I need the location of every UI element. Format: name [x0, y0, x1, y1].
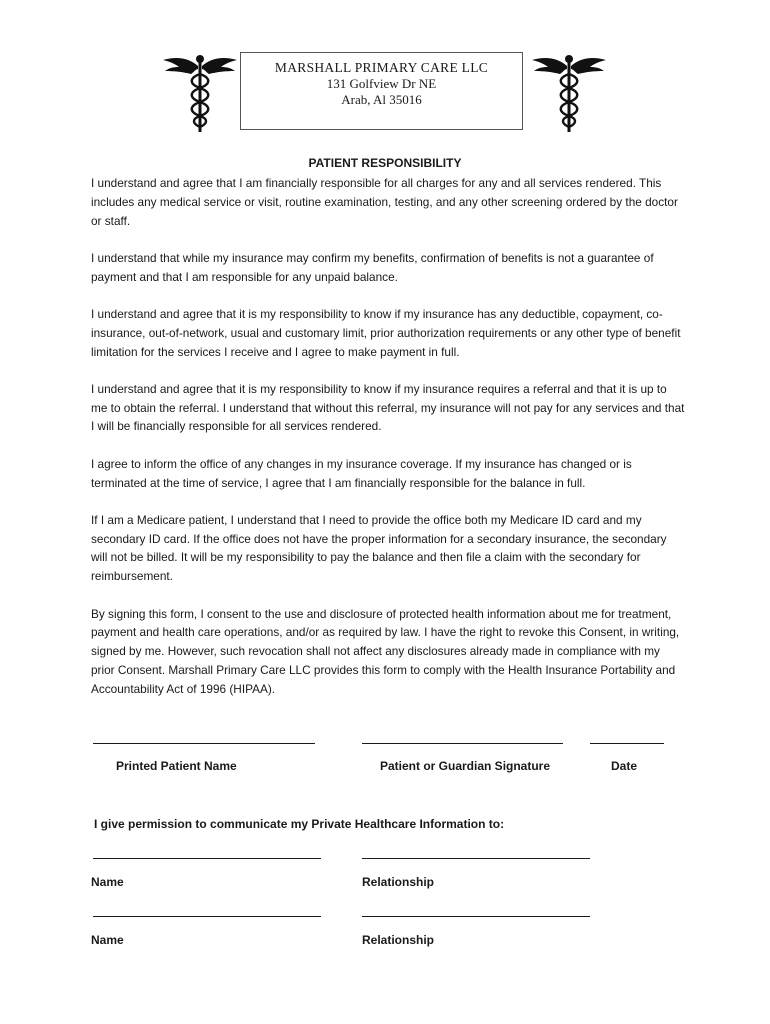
- paragraph-hipaa-consent: By signing this form, I consent to the use and disclosure of protected health information about me for treatment, payment and health care operations, and/or as required by law. I have the right to revoke this Consent, in writing, signed by me. However, such revocation shall not affect any disclosures already made in compliance with my prior Consent. Marshall Primary Care LLC provides this form to comply with the Health Insurance Portability and Accountability Act of 1996 (HIPAA).: [91, 606, 680, 696]
- paragraph-coverage-changes: I agree to inform the office of any changes in my insurance coverage. If my insurance has changed or is terminated at the time of service, I agree that I am financially responsible for the balance in full.: [91, 456, 632, 490]
- practice-header-box: [240, 52, 523, 130]
- permission-relationship-label: Relationship: [362, 875, 435, 889]
- permission-relationship-line[interactable]: [362, 916, 590, 917]
- document-title: PATIENT RESPONSIBILITY: [308, 156, 462, 170]
- printed-name-line[interactable]: [93, 743, 315, 744]
- practice-address-line1: 131 Golfview Dr NE: [326, 76, 437, 91]
- document-body: [91, 174, 685, 717]
- paragraph-benefit-limitations: I understand and agree that it is my responsibility to know if my insurance has any deductible, copayment, co-insurance, out-of-network, usual and customary limit, prior authorization requirements or any other type of benefit limitation for the services I receive and I agree to make payment in full.: [91, 306, 681, 359]
- permission-name-line[interactable]: [93, 916, 321, 917]
- practice-address-line2: Arab, Al 35016: [341, 92, 422, 107]
- permission-name-label: Name: [91, 875, 124, 889]
- permission-relationship-line[interactable]: [362, 858, 590, 859]
- permission-name-line[interactable]: [93, 858, 321, 859]
- permission-statement: I give permission to communicate my Private Healthcare Information to:: [94, 817, 505, 831]
- practice-name: MARSHALL PRIMARY CARE LLC: [274, 60, 489, 75]
- permission-name-label: Name: [91, 933, 124, 947]
- signature-label: Patient or Guardian Signature: [380, 759, 551, 773]
- paragraph-benefits-confirmation: I understand that while my insurance may confirm my benefits, confirmation of benefits is not a guarantee of payment and that I am responsible for any unpaid balance.: [91, 250, 654, 284]
- date-label: Date: [611, 759, 638, 773]
- paragraph-financial-responsibility: I understand and agree that I am financially responsible for all charges for any and all services rendered. This includes any medical service or visit, routine examination, testing, and any other screening ordered by the doctor or staff.: [91, 176, 678, 228]
- signature-line[interactable]: [362, 743, 563, 744]
- permission-relationship-label: Relationship: [362, 933, 435, 947]
- paragraph-medicare: If I am a Medicare patient, I understand that I need to provide the office both my Medicare ID card and my secondary ID card. If the office does not have the proper information for a secondary insurance, the secondary will not be billed. It will be my responsibility to pay the balance and then file a claim with the secondary for reimbursement.: [91, 512, 667, 584]
- date-line[interactable]: [590, 743, 664, 744]
- printed-name-label: Printed Patient Name: [116, 759, 237, 773]
- caduceus-icon: [530, 52, 608, 134]
- caduceus-icon: [161, 52, 239, 134]
- paragraph-referral: I understand and agree that it is my responsibility to know if my insurance requires a referral and that it is up to me to obtain the referral. I understand that without this referral, my insurance will not pay for any services and that I will be financially responsible for all services rendered.: [91, 381, 685, 434]
